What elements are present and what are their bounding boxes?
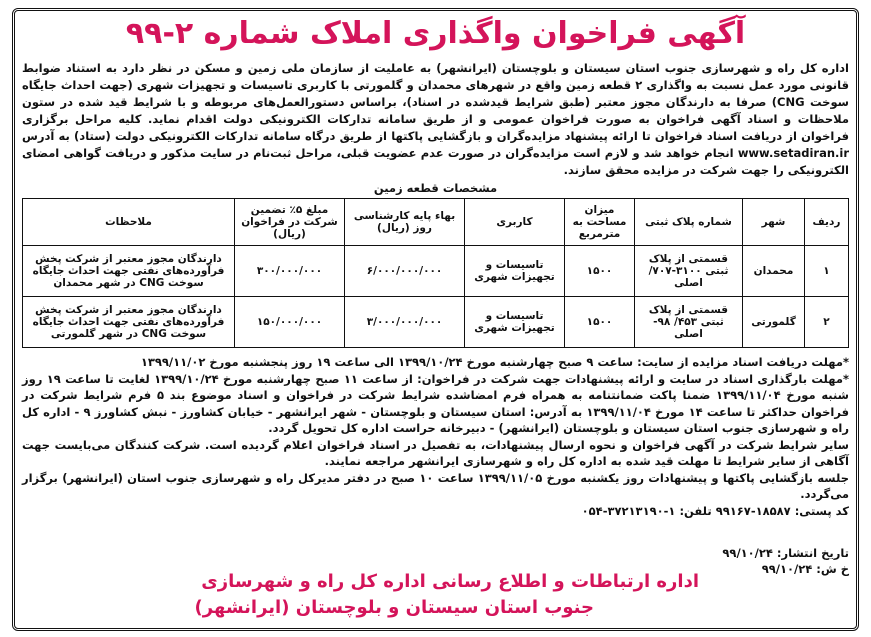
cell-guarantee: ۱۵۰/۰۰۰/۰۰۰ <box>235 297 345 348</box>
cell-base-price: ۶/۰۰۰/۰۰۰/۰۰۰ <box>345 246 465 297</box>
header-area: میزان مساحت به مترمربع <box>565 199 635 246</box>
notice-content <box>22 14 849 627</box>
cell-remarks: دارندگان مجوز معتبر از شرکت پخش فرآورده‌های نفتی جهت احداث جایگاه سوخت CNG در شهر محمدان <box>23 246 235 297</box>
cell-guarantee: ۳۰۰/۰۰۰/۰۰۰ <box>235 246 345 297</box>
header-guarantee: مبلغ ۵٪ تضمین شرکت در فراخوان (ریال) <box>235 199 345 246</box>
note-contact: کد پستی: ۱۸۵۸۷-۹۹۱۶۷ تلفن: ۱-۳۷۲۱۳۱۹۰-۰۵۴ <box>581 503 849 518</box>
note-document-deadline: *مهلت دریافت اسناد مزایده از سایت: ساعت ۹ صبح چهارشنبه مورخ ۱۳۹۹/۱۰/۲۴ الی ساعت ۱۹ روز پنجشنبه مورخ ۱۳۹۹/۱۱/۰۲ <box>140 355 849 369</box>
table-row <box>23 246 849 297</box>
header-city: شهر <box>743 199 805 246</box>
note-submission-deadline: *مهلت بارگذاری اسناد در سایت و ارائه پیشنهادات جهت شرکت در فراخوان: از ساعت ۱۱ صبح چهارشنبه مورخ ۱۳۹۹/۱۰/۲۴ لغایت تا ساعت ۱۹ روز شنبه مورخ ۱۳۹۹/۱۱/۰۴ ضمنا پاکت ضمانتنامه به همراه فرم امضاشده شرایط شرکت در فراخوان و اسناد موضوع بند ۵ فرم شرایط شرکت در فراخوان حداکثر تا ساعت ۱۴ مورخ ۱۳۹۹/۱۱/۰۴ به آدرس: استان سیستان و بلوچستان - شهر ایرانشهر - خیابان کشاورز - نبش کشاورز ۹ - اداره کل راه و شهرسازی جنوب استان سیستان و بلوچستان (ایرانشهر) - دبیرخانه حراست اداره کل تحویل گردد. <box>22 371 850 435</box>
note-opening-session: جلسه بازگشایی پاکتها و پیشنهادات روز یکشنبه مورخ ۱۳۹۹/۱۱/۰۵ ساعت ۱۰ صبح در دفتر مدیرکل راه و شهرسازی جنوب استان (ایرانشهر) برگزار می‌گردد. <box>22 470 849 501</box>
note-other-conditions: سایر شرایط شرکت در آگهی فراخوان و نحوه ارسال پیشنهادات، به تفصیل در اسناد فراخوان اعلام گردیده است. شرکت کنندگان می‌بایست جهت آگاهی از سایر شرایط تا مهلت قید شده به اداره کل راه و شهرسازی ایرانشهر مراجعه نمایند. <box>22 437 849 468</box>
footer-org-line1: اداره ارتباطات و اطلاع رسانی اداره کل راه و شهرسازی <box>201 571 699 592</box>
cell-city: محمدان <box>743 246 805 297</box>
footer-org-line2: جنوب استان سیستان و بلوچستان (ایرانشهر) <box>194 597 594 618</box>
header-base-price: بهاء پایه کارشناسی روز (ریال) <box>345 199 465 246</box>
table-row <box>23 297 849 348</box>
header-row-number: ردیف <box>805 199 849 246</box>
publish-date-first: تاریخ انتشار: ۹۹/۱۰/۲۴ <box>722 546 849 560</box>
cell-usage: تاسیسات و تجهیزات شهری <box>465 297 565 348</box>
cell-plate-number: قسمتی از پلاک ثبتی ۴۵۳/ ۹۸- اصلی <box>635 297 743 348</box>
table-header-row <box>23 199 849 246</box>
header-plate-number: شماره پلاک ثبتی <box>635 199 743 246</box>
cell-remarks: دارندگان مجوز معتبر از شرکت پخش فرآورده‌های نفتی جهت احداث جایگاه سوخت CNG در شهر گلمورتی <box>23 297 235 348</box>
cell-area: ۱۵۰۰ <box>565 297 635 348</box>
cell-area: ۱۵۰۰ <box>565 246 635 297</box>
header-usage: کاربری <box>465 199 565 246</box>
publish-date-second: خ ش: ۹۹/۱۰/۲۴ <box>761 562 849 576</box>
header-remarks: ملاحظات <box>23 199 235 246</box>
cell-usage: تاسیسات و تجهیزات شهری <box>465 246 565 297</box>
cell-city: گلمورتی <box>743 297 805 348</box>
cell-base-price: ۳/۰۰۰/۰۰۰/۰۰۰ <box>345 297 465 348</box>
cell-plate-number: قسمتی از پلاک ثبتی ۳۱۰۰-۷۰۷/ اصلی <box>635 246 743 297</box>
cell-row-number: ۱ <box>805 246 849 297</box>
notice-notes <box>22 354 849 519</box>
lots-table <box>22 198 849 348</box>
table-caption: مشخصات قطعه زمین <box>373 181 498 195</box>
notice-footer <box>22 569 849 621</box>
notice-title: آگهی فراخوان واگذاری املاک شماره ۲-۹۹ <box>125 16 746 51</box>
notice-intro: اداره کل راه و شهرسازی جنوب استان سیستان و بلوچستان (ایرانشهر) به عاملیت از سازمان ملی زمین و مسکن در نظر دارد به استناد ضوابط قانونی مورد عمل نسبت به واگذاری ۲ قطعه زمین واقع در شهرهای محمدان و گلمورتی با کاربری تاسیسات و تجهیزات شهری (جهت احداث جایگاه سوخت CNG) صرفا به دارندگان مجوز معتبر (طبق شرایط قیدشده در اسناد)، براساس دستورالعمل‌های مربوطه و با شرایط قید شده در ستون ملاحظات و اسناد آگهی فراخوان به صورت فراخوان عمومی و از طریق سامانه تدارکات الکترونیکی دولت اقدام نماید. کلیه مراحل برگزاری فراخوان از دریافت اسناد فراخوان تا ارائه پیشنهاد مزایده‌گران و بازگشایی پاکتها از طریق درگاه سامانه تدارکات الکترونیکی دولت (ستاد) به آدرس www.setadiran.ir انجام خواهد شد و لازم است مزایده‌گران در صورت عدم عضویت قبلی، مراحل ثبت‌نام در سایت مذکور و دریافت گواهی امضای الکترونیکی را جهت شرکت در مزایده محقق سازند. <box>22 61 849 177</box>
cell-row-number: ۲ <box>805 297 849 348</box>
